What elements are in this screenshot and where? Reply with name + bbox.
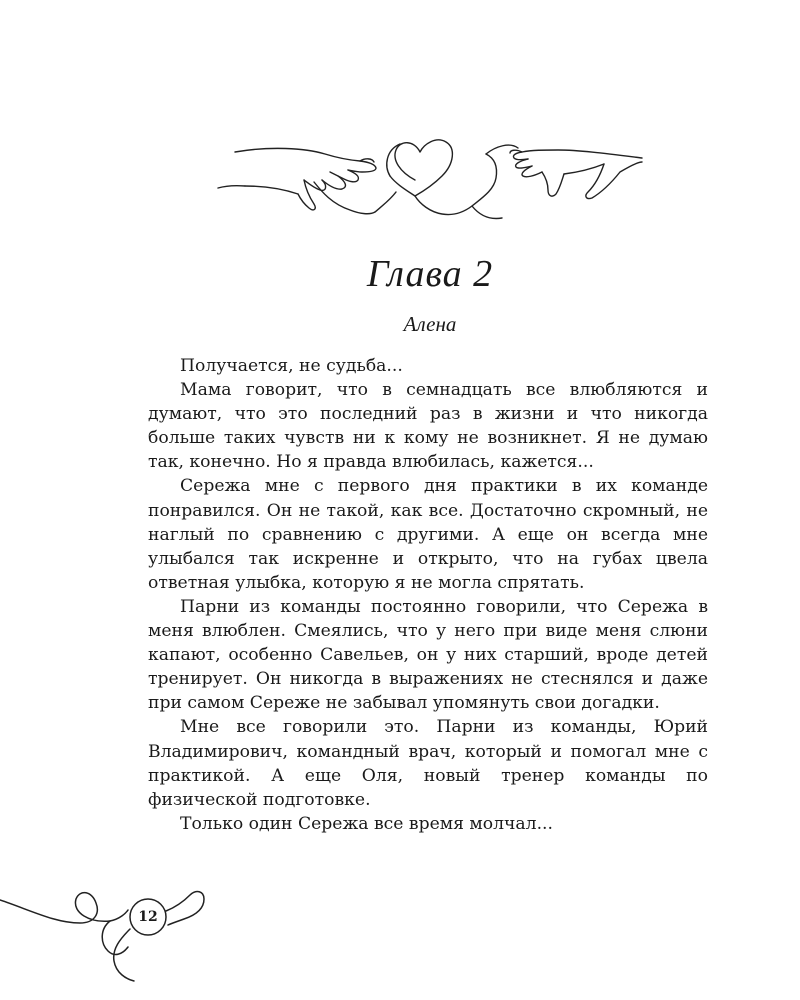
paragraph: Получается, не судьба... [180, 356, 403, 376]
chapter-title: Глава 2 [366, 253, 494, 295]
paragraph: Сережа мне с первого дня практики в их команде понравился. Он не такой, как все. Достаточно скромный, не наглый по сравнению с другими. А еще он всегда мне улыбался так искренне и открыто, что на губах цвела ответная улыбка, которую я не могла спрятать. [148, 476, 708, 593]
paragraph: Мама говорит, что в семнадцать все влюбляются и думают, что это последний раз в жизни и что никогда больше таких чувств ни к кому не возникнет. Я не думаю так, конечно. Но я правда влюбилась, кажется... [148, 380, 708, 473]
paragraph: Только один Сережа все время молчал... [180, 813, 553, 834]
left-hand-icon [218, 148, 376, 209]
right-hand-icon [510, 150, 642, 199]
footer-loop-ornament [0, 855, 240, 985]
page-number: 12 [138, 909, 158, 925]
paragraph: Парни из команды постоянно говорили, что Сережа в меня влюблен. Смеялись, что у него при виде меня слюни капают, особенно Савельев, он у них старший, вроде детей тренирует. Он никогда в выражениях не стеснялся и даже при самом Сереже не забывал упомянуть свои догадки. [148, 596, 708, 714]
paragraph: Мне все говорили это. Парни из команды, Юрий Владимирович, командный врач, который и помогал мне с практикой. А еще Оля, новый тренер команды по физической подготовке. [148, 717, 708, 810]
chapter-body [148, 354, 708, 836]
chapter-subtitle: Алена [403, 312, 457, 336]
hands-heart-illustration [210, 120, 650, 230]
